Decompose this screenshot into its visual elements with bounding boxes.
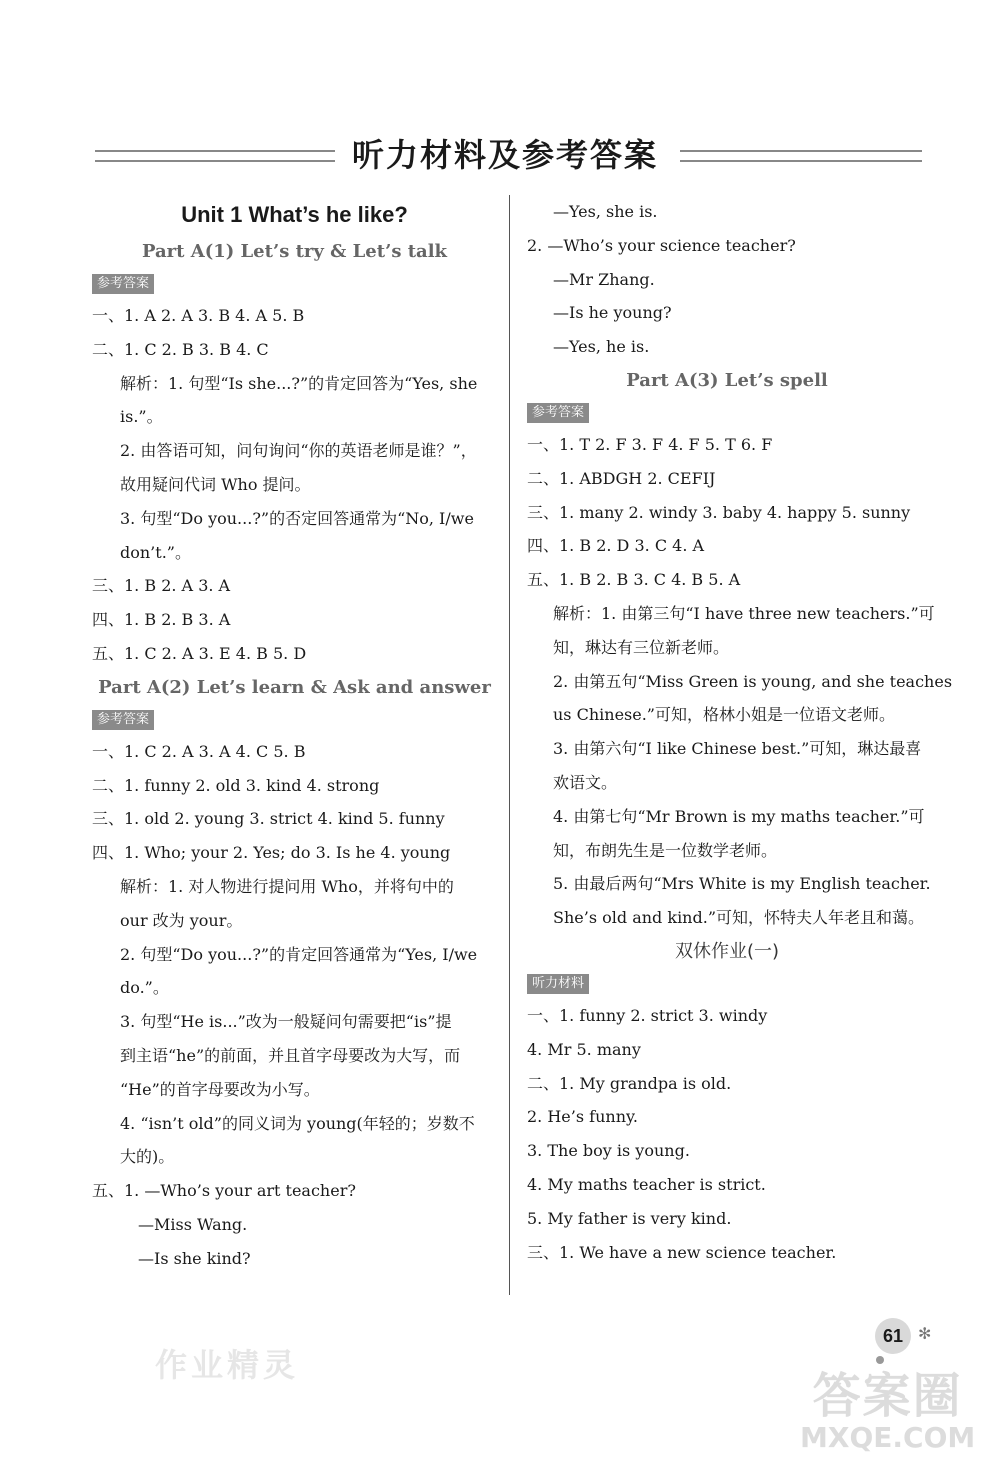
- explanation-line: 4. 由第七句“Mr Brown is my maths teacher.”可: [553, 806, 925, 826]
- answer-line: 4. My maths teacher is strict.: [527, 1174, 766, 1194]
- explanation-line: 4. “isn’t old”的同义词为 young(年轻的；岁数不: [120, 1113, 475, 1133]
- section-title-part-a3: Part A(3) Let’s spell: [626, 369, 828, 391]
- answer-line: 二、1. funny 2. old 3. kind 4. strong: [92, 775, 380, 795]
- title-rule-right: [680, 150, 922, 162]
- page-number-dot-icon: [876, 1356, 884, 1364]
- answer-line: 3. The boy is young.: [527, 1141, 690, 1161]
- answer-line: 二、1. ABDGH 2. CEFIJ: [527, 468, 716, 488]
- watermark-logo-text: 答案圈: [812, 1368, 963, 1424]
- explanation-line: “He”的首字母要改为小写。: [120, 1079, 320, 1099]
- answer-line: 三、1. old 2. young 3. strict 4. kind 5. funny: [92, 809, 445, 829]
- listening-tag: 听力材料: [527, 974, 589, 994]
- dialogue-line: —Mr Zhang.: [553, 269, 655, 289]
- answer-tag: 参考答案: [92, 274, 154, 294]
- answer-line: 2. He’s funny.: [527, 1107, 638, 1127]
- answer-line: 四、1. B 2. D 3. C 4. A: [527, 536, 705, 556]
- explanation-line: our 改为 your。: [120, 910, 243, 930]
- explanation-line: 3. 句型“He is...”改为一般疑问句需要把“is”提: [120, 1012, 452, 1032]
- explanation-line: 欢语文。: [553, 772, 618, 792]
- dialogue-line: —Yes, she is.: [553, 202, 658, 221]
- dialogue-line: 2. —Who’s your science teacher?: [527, 235, 796, 255]
- answer-line: 一、1. A 2. A 3. B 4. A 5. B: [92, 306, 305, 325]
- answer-line: 一、1. T 2. F 3. F 4. F 5. T 6. F: [527, 434, 773, 454]
- answer-tag: 参考答案: [527, 403, 589, 423]
- section-title-part-a1: Part A(1) Let’s try & Let’s talk: [141, 241, 448, 262]
- watermark-right: [800, 1370, 975, 1454]
- answer-line: 三、1. many 2. windy 3. baby 4. happy 5. sunny: [527, 502, 911, 522]
- dialogue-line: —Miss Wang.: [138, 1214, 248, 1234]
- explanation-line: don’t.”。: [120, 542, 191, 562]
- right-column: [527, 195, 953, 1269]
- answer-line: 三、1. B 2. A 3. A: [92, 576, 231, 596]
- explanation-line: 3. 由第六句“I like Chinese best.”可知，琳达最喜: [553, 739, 922, 759]
- explanation-line: us Chinese.”可知，格林小姐是一位语文老师。: [553, 705, 895, 725]
- explanation-line: 到主语“he”的前面，并且首字母要改为大写，而: [120, 1045, 461, 1065]
- dialogue-line: —Is he young?: [553, 303, 672, 323]
- column-divider: [509, 195, 510, 1295]
- unit-title: Unit 1 What’s he like?: [181, 202, 408, 227]
- explanation-line: 3. 句型“Do you...?”的否定回答通常为“No, I/we: [120, 508, 474, 528]
- answer-line: 五、1. B 2. B 3. C 4. B 5. A: [527, 570, 741, 590]
- explanation-line: 知，布朗先生是一位数学老师。: [553, 840, 778, 860]
- answer-line: 一、1. funny 2. strict 3. windy: [527, 1005, 768, 1025]
- answer-line: 二、1. My grandpa is old.: [527, 1073, 732, 1093]
- explanation-line: do.”。: [120, 978, 169, 998]
- answer-line: 5. My father is very kind.: [527, 1208, 732, 1228]
- explanation-line: 5. 由最后两句“Mrs White is my English teacher.: [553, 874, 931, 894]
- watermark-url: MXQE.COM: [800, 1421, 976, 1454]
- title-rule-left: [95, 150, 335, 162]
- dialogue-line: —Is she kind?: [138, 1248, 251, 1268]
- watermark-left: 作业精灵: [155, 1346, 300, 1384]
- page-header: [0, 130, 1000, 180]
- explanation-line: 解析：1. 对人物进行提问用 Who，并将句中的: [120, 876, 454, 896]
- page-number: 61: [875, 1318, 911, 1354]
- section-title-part-a2: Part A(2) Let’s learn & Ask and answer: [98, 676, 491, 698]
- answer-tag: 参考答案: [92, 710, 154, 730]
- explanation-line: She’s old and kind.”可知，怀特夫人年老且和蔼。: [553, 908, 924, 928]
- star-icon: ✻: [918, 1324, 932, 1343]
- explanation-line: 解析：1. 句型“Is she...?”的肯定回答为“Yes, she: [120, 373, 478, 393]
- explanation-line: 大的)。: [120, 1147, 175, 1167]
- answer-line: 四、1. Who; your 2. Yes; do 3. Is he 4. young: [92, 843, 451, 863]
- explanation-line: 故用疑问代词 Who 提问。: [120, 474, 311, 494]
- answer-line: 五、1. —Who’s your art teacher?: [92, 1181, 356, 1201]
- section-title-weekend: 双休作业(一): [674, 940, 780, 962]
- explanation-line: is.”。: [120, 407, 163, 427]
- explanation-line: 2. 由答语可知，问句询问“你的英语老师是谁？”，: [120, 441, 477, 461]
- explanation-line: 解析：1. 由第三句“I have three new teachers.”可: [553, 603, 935, 623]
- answer-line: 4. Mr 5. many: [527, 1039, 641, 1059]
- explanation-line: 知，琳达有三位新老师。: [553, 637, 730, 657]
- explanation-line: 2. 句型“Do you...?”的肯定回答通常为“Yes, I/we: [120, 944, 478, 964]
- left-column: [92, 195, 497, 1276]
- dialogue-line: —Yes, he is.: [553, 337, 650, 357]
- answer-line: 五、1. C 2. A 3. E 4. B 5. D: [92, 643, 307, 663]
- explanation-line: 2. 由第五句“Miss Green is young, and she teaches: [553, 671, 953, 691]
- page-title: 听力材料及参考答案: [351, 136, 658, 174]
- answer-line: 四、1. B 2. B 3. A: [92, 610, 231, 630]
- answer-line: 三、1. We have a new science teacher.: [527, 1242, 837, 1262]
- answer-line: 二、1. C 2. B 3. B 4. C: [92, 339, 269, 359]
- answer-line: 一、1. C 2. A 3. A 4. C 5. B: [92, 741, 306, 761]
